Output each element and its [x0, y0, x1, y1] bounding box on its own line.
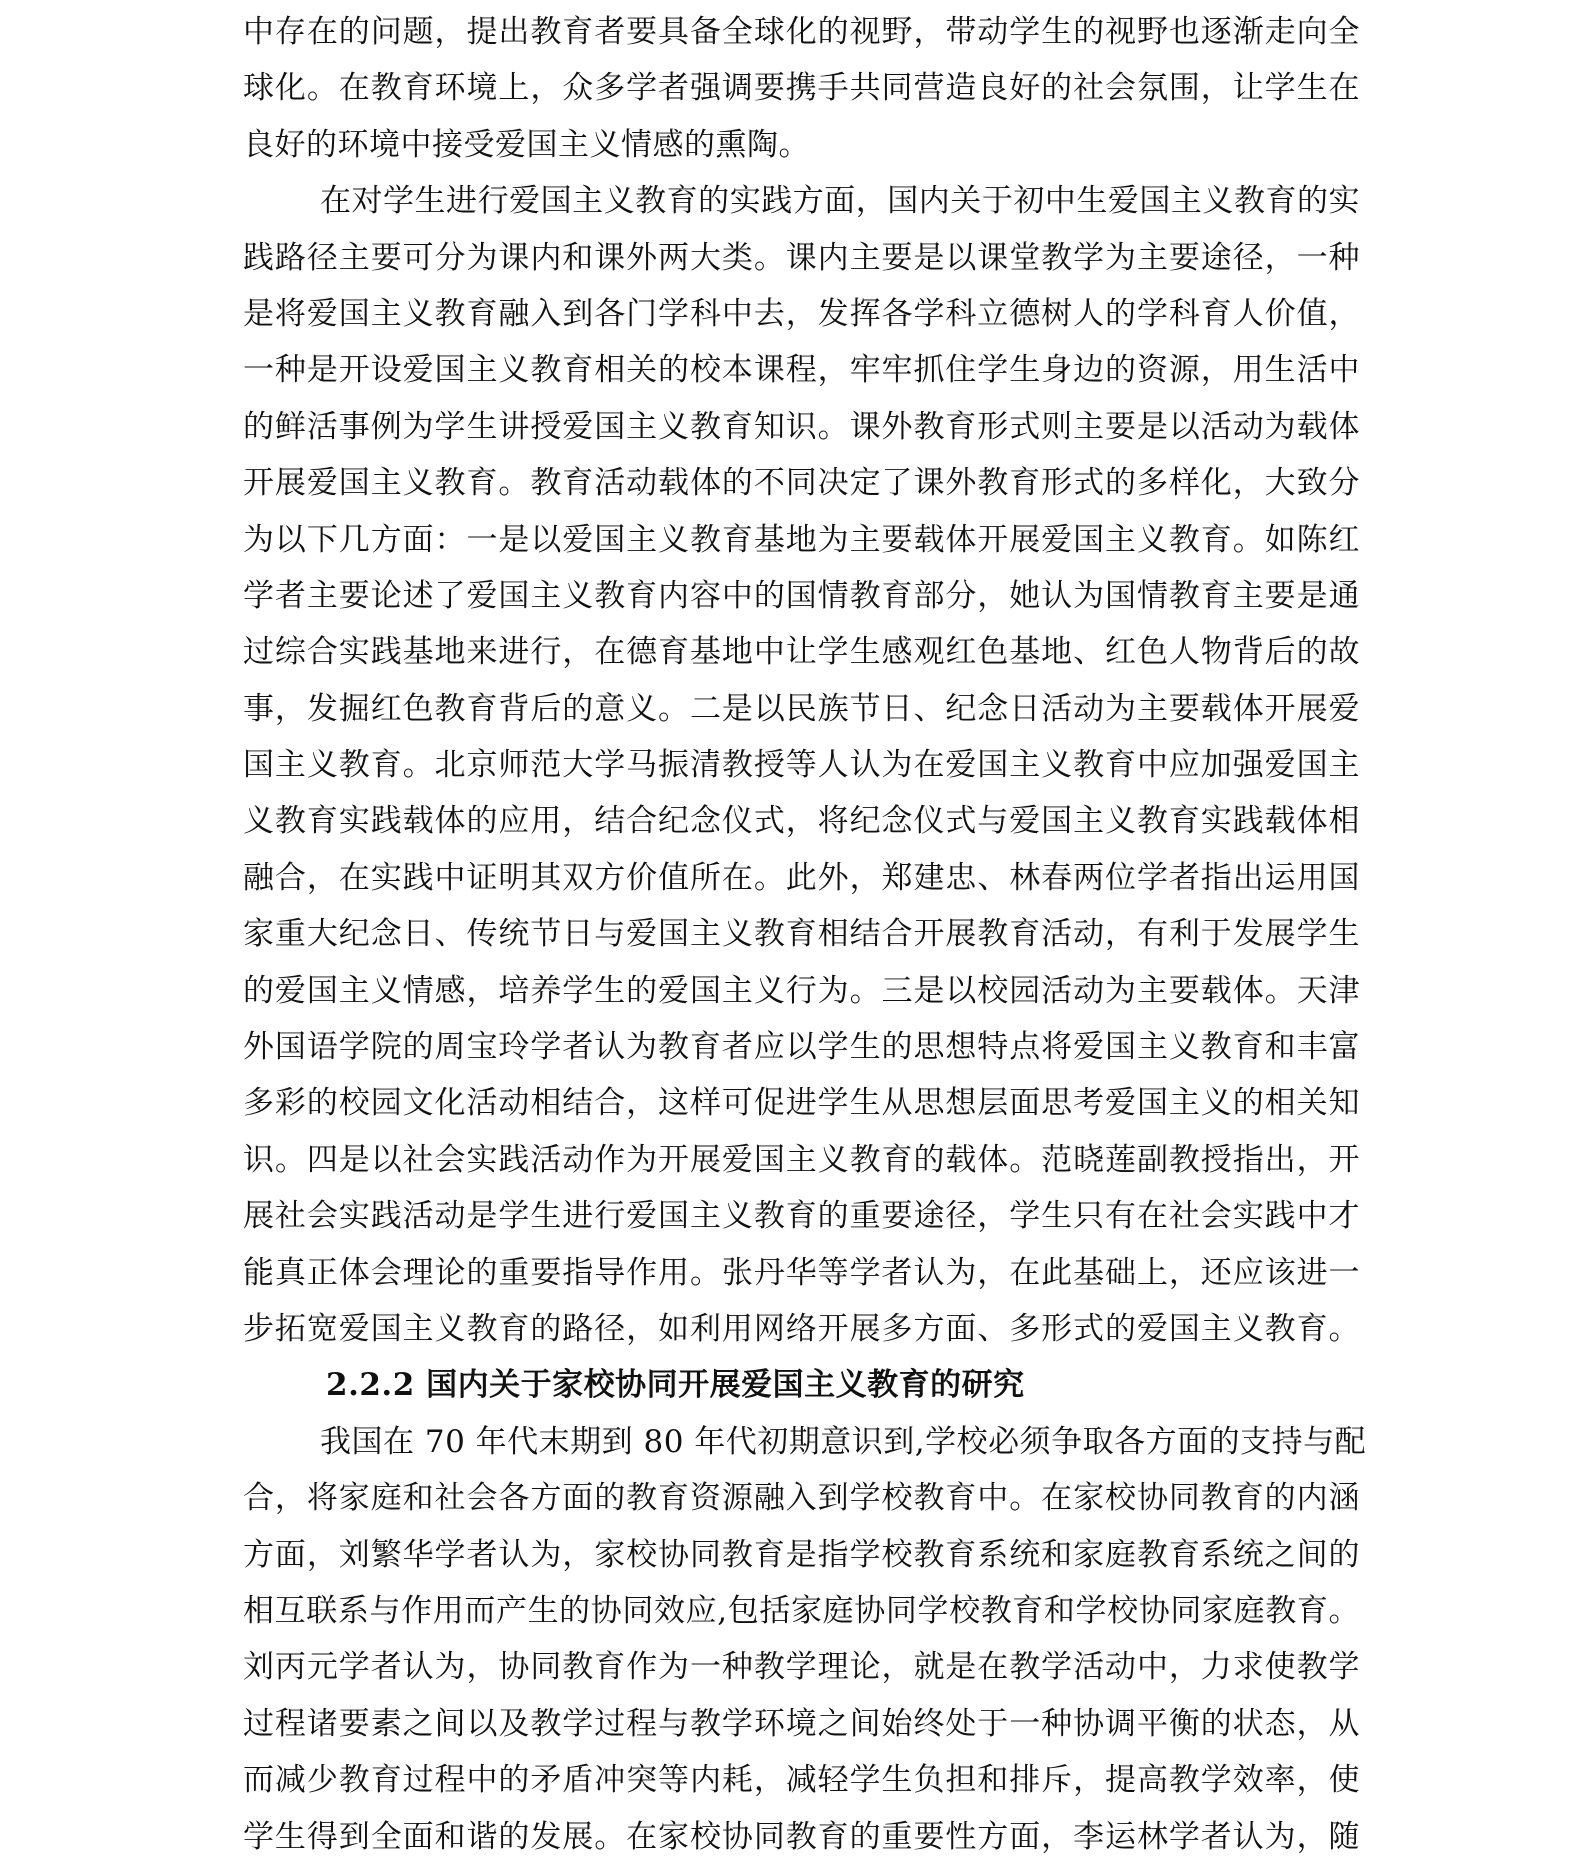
paragraph-line-32: 而减少教育过程中的矛盾冲突等内耗，减轻学生负担和排斥，提高教学效率，使: [243, 1762, 1360, 1799]
section-heading: 2.2.2 国内关于家校协同开展爱国主义教育的研究: [326, 1367, 1025, 1404]
paragraph-line-29: 相互联系与作用而产生的协同效应,包括家庭协同学校教育和学校协同家庭教育。: [243, 1592, 1360, 1629]
paragraph-line-20: 多彩的校园文化活动相结合，这样可促进学生从思想层面思考爱国主义的相关知: [243, 1085, 1360, 1122]
paragraph-line-3: 良好的环境中接受爱国主义情感的熏陶。: [243, 126, 810, 163]
paragraph-line-7: 一种是开设爱国主义教育相关的校本课程，牢牢抓住学生身边的资源，用生活中: [243, 352, 1360, 389]
paragraph-line-9: 开展爱国主义教育。教育活动载体的不同决定了课外教育形式的多样化，大致分: [243, 465, 1360, 502]
paragraph-line-4: 在对学生进行爱国主义教育的实践方面，国内关于初中生爱国主义教育的实: [320, 183, 1360, 220]
paragraph-line-19: 外国语学院的周宝玲学者认为教育者应以学生的思想特点将爱国主义教育和丰富: [243, 1029, 1360, 1066]
paragraph-line-12: 过综合实践基地来进行，在德育基地中让学生感观红色基地、红色人物背后的故: [243, 634, 1360, 671]
paragraph-line-2: 球化。在教育环境上，众多学者强调要携手共同营造良好的社会氛围，让学生在: [243, 70, 1360, 107]
paragraph-line-8: 的鲜活事例为学生讲授爱国主义教育知识。课外教育形式则主要是以活动为载体: [243, 408, 1360, 445]
paragraph-line-22: 展社会实践活动是学生进行爱国主义教育的重要途径，学生只有在社会实践中才: [243, 1198, 1360, 1235]
paragraph-line-11: 学者主要论述了爱国主义教育内容中的国情教育部分，她认为国情教育主要是通: [243, 577, 1360, 614]
paragraph-line-23: 能真正体会理论的重要指导作用。张丹华等学者认为，在此基础上，还应该进一: [243, 1254, 1360, 1291]
paragraph-line-33: 学生得到全面和谐的发展。在家校协同教育的重要性方面，李运林学者认为，随: [243, 1818, 1360, 1855]
document-body: [243, 4, 1367, 1865]
paragraph-line-31: 过程诸要素之间以及教学过程与教学环境之间始终处于一种协调平衡的状态，从: [243, 1705, 1360, 1742]
paragraph-line-13: 事，发掘红色教育背后的意义。二是以民族节日、纪念日活动为主要载体开展爱: [243, 690, 1360, 727]
paragraph-line-26: 我国在 70 年代末期到 80 年代初期意识到,学校必须争取各方面的支持与配: [320, 1423, 1367, 1460]
paragraph-line-14: 国主义教育。北京师范大学马振清教授等人认为在爱国主义教育中应加强爱国主: [243, 747, 1360, 784]
paragraph-line-1: 中存在的问题，提出教育者要具备全球化的视野，带动学生的视野也逐渐走向全: [243, 14, 1360, 50]
paragraph-line-10: 为以下几方面：一是以爱国主义教育基地为主要载体开展爱国主义教育。如陈红: [243, 521, 1360, 558]
paragraph-line-17: 家重大纪念日、传统节日与爱国主义教育相结合开展教育活动，有利于发展学生: [243, 916, 1360, 953]
paragraph-line-16: 融合，在实践中证明其双方价值所在。此外，郑建忠、林春两位学者指出运用国: [243, 859, 1360, 896]
paragraph-line-24: 步拓宽爱国主义教育的路径，如利用网络开展多方面、多形式的爱国主义教育。: [243, 1310, 1360, 1347]
paragraph-line-15: 义教育实践载体的应用，结合纪念仪式，将纪念仪式与爱国主义教育实践载体相: [243, 803, 1360, 840]
paragraph-line-30: 刘丙元学者认为，协同教育作为一种教学理论，就是在教学活动中，力求使教学: [243, 1649, 1360, 1686]
paragraph-line-21: 识。四是以社会实践活动作为开展爱国主义教育的载体。范晓莲副教授指出，开: [243, 1141, 1360, 1178]
paragraph-line-28: 方面，刘繁华学者认为，家校协同教育是指学校教育系统和家庭教育系统之间的: [243, 1536, 1360, 1573]
paragraph-line-18: 的爱国主义情感，培养学生的爱国主义行为。三是以校园活动为主要载体。天津: [243, 972, 1360, 1009]
paragraph-line-6: 是将爱国主义教育融入到各门学科中去，发挥各学科立德树人的学科育人价值，: [243, 295, 1360, 332]
paragraph-line-5: 践路径主要可分为课内和课外两大类。课内主要是以课堂教学为主要途径，一种: [243, 239, 1360, 276]
paragraph-line-27: 合，将家庭和社会各方面的教育资源融入到学校教育中。在家校协同教育的内涵: [243, 1480, 1360, 1517]
